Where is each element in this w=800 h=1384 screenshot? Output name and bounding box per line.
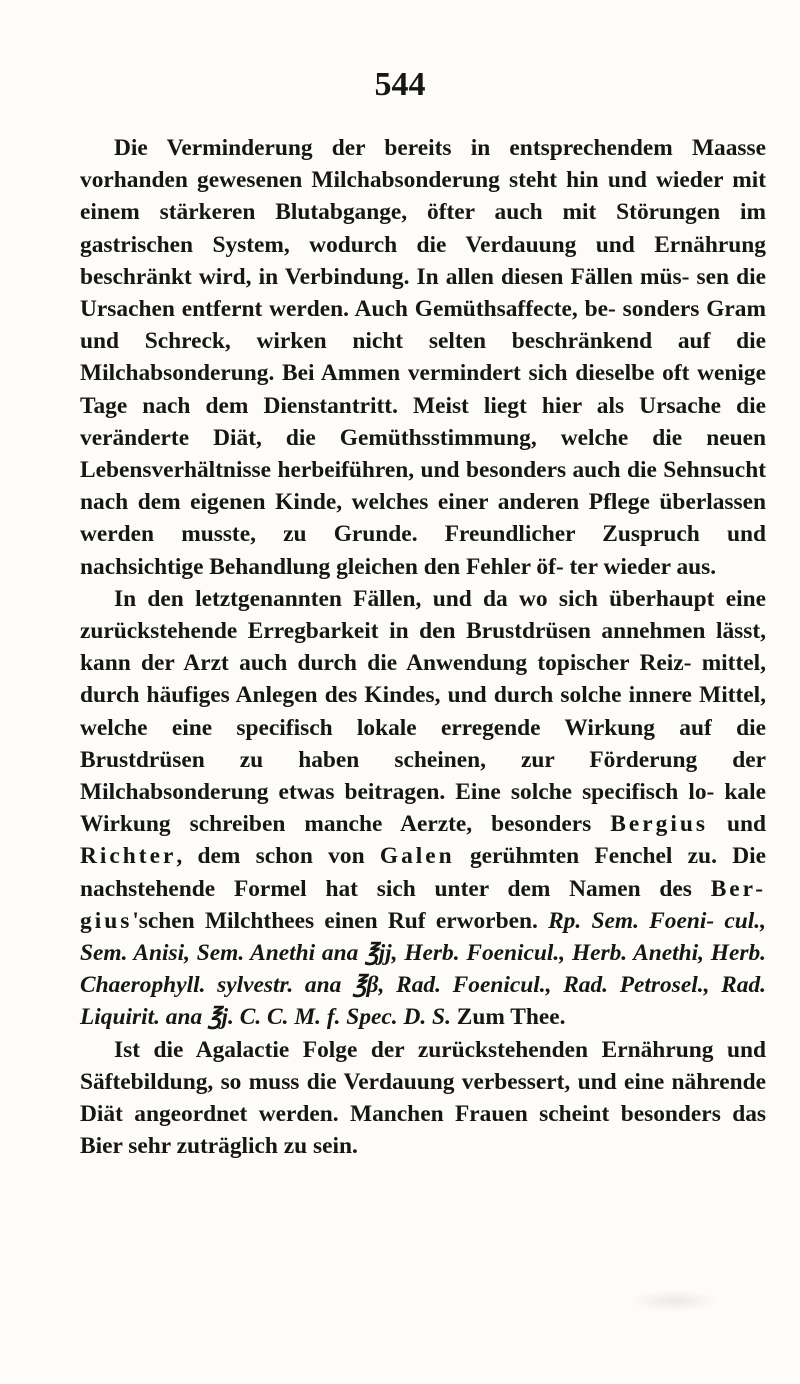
p2-text-a: In den letztgenannten Fällen, und da wo sich überhaupt eine zurückstehende Erregbarkeit in den Brustdrüsen annehmen lässt, kann der Arzt auch durch die Anwendung topischer Reiz- mittel, durch häufiges Anlegen des Kindes, und durch solche innere Mittel, welche eine specifisch lokale erregende Wirkung auf die Brustdrüsen zu haben scheinen, zur Förderung der Milchabsonderung etwas beitragen. Eine solche specifisch lo- kale Wirkung schreiben manche Aerzte, besonders: [80, 585, 766, 838]
name-galen: Galen: [379, 843, 455, 870]
body-text: [80, 132, 766, 1163]
paper-stain: [630, 1290, 720, 1312]
p2-und: und: [707, 811, 766, 838]
page-number: 544: [374, 66, 426, 103]
recipe-formula: Rp. Sem. Foeni- cul., Sem. Anisi, Sem. Anethi ana ℥jj, Herb. Foenicul., Herb. Anethi, Herb. Chaerophyll. sylvestr. ana ℥β, Rad. Foenicul., Rad. Petrosel., Rad. Liquirit. ana ℥j. C. C. M. f. Spec. D. S.: [80, 907, 766, 1031]
paragraph-1: Die Verminderung der bereits in entsprechendem Maasse vorhanden gewesenen Milchabsonderung steht hin und wieder mit einem stärkeren Blutabgange, öfter auch mit Störungen im gastrischen System, wodurch die Verdauung und Ernährung beschränkt wird, in Verbindung. In allen diesen Fällen müs- sen die Ursachen entfernt werden. Auch Gemüthsaffecte, be- sonders Gram und Schreck, wirken nicht selten beschränkend auf die Milchabsonderung. Bei Ammen vermindert sich dieselbe oft wenige Tage nach dem Dienstantritt. Meist liegt hier als Ursache die veränderte Diät, die Gemüthsstimmung, welche die neuen Lebensverhältnisse herbeiführen, und besonders auch die Sehnsucht nach dem eigenen Kinde, welches einer anderen Pflege überlassen werden musste, zu Grunde. Freundlicher Zuspruch und nachsichtige Behandlung gleichen den Fehler öf- ter wieder aus.: [80, 135, 766, 580]
p2-text-b: , dem schon von: [176, 843, 380, 870]
p2-text-d: 'schen Milchthees einen Ruf erworben.: [132, 907, 549, 934]
name-bergius: Bergius: [610, 811, 708, 838]
paragraph-2: [80, 583, 766, 1034]
p2-text-e: Zum Thee.: [450, 1004, 566, 1031]
name-richter: Richter: [80, 843, 177, 870]
paragraph-3: Ist die Agalactie Folge der zurückstehenden Ernährung und Säftebildung, so muss die Verdauung verbessert, und eine nährende Diät angeordnet werden. Manchen Frauen scheint besonders das Bier sehr zuträglich zu sein.: [80, 1036, 766, 1160]
p2-text-c: gerühmten Fenchel zu. Die nachstehende Formel hat sich unter dem Namen des: [80, 843, 766, 902]
name-bergius-2: Ber- gius: [80, 875, 766, 934]
